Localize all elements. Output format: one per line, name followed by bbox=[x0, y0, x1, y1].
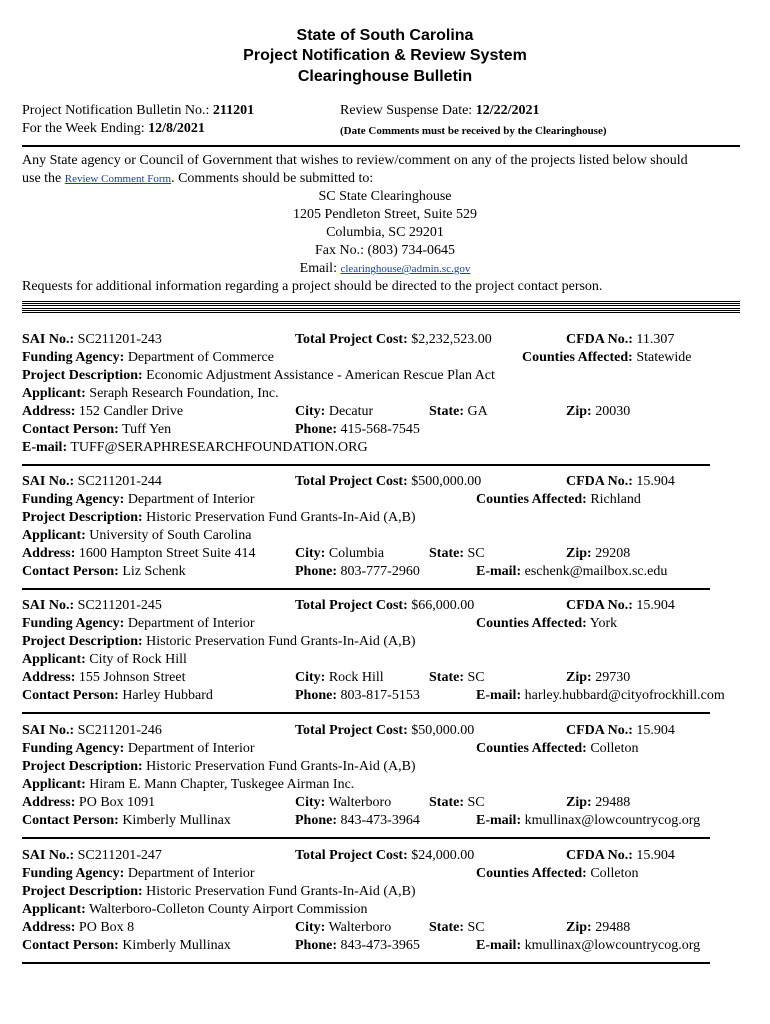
zip-value: 29488 bbox=[595, 920, 631, 935]
total-project-cost bbox=[295, 331, 492, 349]
email bbox=[476, 937, 700, 955]
sai-number-value: SC211201-247 bbox=[77, 848, 162, 863]
sai-number-label: SAI No.: bbox=[22, 723, 75, 738]
phone-label: Phone: bbox=[295, 564, 337, 579]
cfda-number-label: CFDA No.: bbox=[566, 848, 633, 863]
bulletin-title-clearinghouse: Clearinghouse Bulletin bbox=[297, 68, 473, 85]
state-value: SC bbox=[467, 795, 485, 810]
sai-number-label: SAI No.: bbox=[22, 474, 75, 489]
record-divider bbox=[22, 588, 710, 590]
contact-person bbox=[22, 687, 213, 705]
zip-label: Zip: bbox=[566, 920, 592, 935]
sai-number-label: SAI No.: bbox=[22, 848, 75, 863]
record-divider bbox=[22, 962, 710, 964]
funding-agency bbox=[22, 865, 255, 883]
sai-number bbox=[22, 847, 162, 865]
applicant-value: City of Rock Hill bbox=[89, 652, 187, 667]
counties-affected-value: Colleton bbox=[590, 741, 639, 756]
contact-person-value: Harley Hubbard bbox=[122, 688, 213, 703]
total-project-cost-label: Total Project Cost: bbox=[295, 848, 408, 863]
cfda-number-value: 15.904 bbox=[636, 848, 675, 863]
phone bbox=[295, 812, 420, 830]
phone-label: Phone: bbox=[295, 813, 337, 828]
review-suspense-note: (Date Comments must be received by the Clearinghouse) bbox=[340, 125, 607, 137]
funding-agency-value: Department of Interior bbox=[127, 492, 255, 507]
zip-label: Zip: bbox=[566, 795, 592, 810]
cfda-number bbox=[566, 597, 675, 615]
address-label: Address: bbox=[22, 920, 76, 935]
counties-affected bbox=[522, 349, 692, 367]
applicant-label: Applicant: bbox=[22, 386, 86, 401]
total-project-cost-value: $66,000.00 bbox=[411, 598, 475, 613]
applicant-value: Walterboro-Colleton County Airport Commission bbox=[89, 902, 368, 917]
week-ending bbox=[22, 120, 205, 138]
address-value: 152 Candler Drive bbox=[78, 404, 184, 419]
address bbox=[22, 669, 185, 687]
sai-number bbox=[22, 473, 162, 491]
address-value: PO Box 8 bbox=[78, 920, 135, 935]
contact-person bbox=[22, 812, 231, 830]
zip-value: 20030 bbox=[595, 404, 631, 419]
requests-note: Requests for additional information regarding a project should be directed to the project contact person. bbox=[22, 279, 603, 294]
funding-agency bbox=[22, 491, 255, 509]
applicant-label: Applicant: bbox=[22, 777, 86, 792]
phone bbox=[295, 687, 420, 705]
counties-affected-value: York bbox=[589, 616, 618, 631]
city-label: City: bbox=[295, 670, 326, 685]
phone-value: 415-568-7545 bbox=[340, 422, 420, 437]
address bbox=[22, 794, 155, 812]
total-project-cost-label: Total Project Cost: bbox=[295, 332, 408, 347]
state-label: State: bbox=[429, 920, 464, 935]
phone-label: Phone: bbox=[295, 422, 337, 437]
cfda-number-label: CFDA No.: bbox=[566, 723, 633, 738]
contact-person-label: Contact Person: bbox=[22, 422, 119, 437]
city-label: City: bbox=[295, 404, 326, 419]
state bbox=[429, 794, 485, 812]
city bbox=[295, 919, 391, 937]
email-value: eschenk@mailbox.sc.edu bbox=[524, 564, 668, 579]
funding-agency-label: Funding Agency: bbox=[22, 616, 125, 631]
counties-affected bbox=[476, 615, 617, 633]
sai-number-value: SC211201-245 bbox=[77, 598, 162, 613]
bulletin-number-value: 211201 bbox=[212, 103, 255, 118]
cfda-number bbox=[566, 331, 674, 349]
contact-person-label: Contact Person: bbox=[22, 688, 119, 703]
sai-number bbox=[22, 722, 162, 740]
counties-affected-label: Counties Affected: bbox=[476, 741, 587, 756]
fax-number: Fax No.: (803) 734-0645 bbox=[315, 243, 455, 258]
section-divider-upper bbox=[22, 301, 740, 306]
state-value: GA bbox=[467, 404, 488, 419]
state bbox=[429, 545, 485, 563]
counties-affected bbox=[476, 865, 639, 883]
review-suspense-date bbox=[340, 102, 539, 120]
total-project-cost-label: Total Project Cost: bbox=[295, 598, 408, 613]
phone-value: 843-473-3964 bbox=[340, 813, 420, 828]
project-description bbox=[22, 758, 416, 776]
contact-email bbox=[0, 260, 770, 278]
project-description bbox=[22, 883, 416, 901]
funding-agency bbox=[22, 349, 274, 367]
counties-affected-value: Richland bbox=[590, 492, 641, 507]
phone bbox=[295, 421, 420, 439]
week-ending-label: For the Week Ending: bbox=[22, 121, 145, 136]
cfda-number-value: 15.904 bbox=[636, 723, 675, 738]
address-label: Address: bbox=[22, 546, 76, 561]
applicant-value: University of South Carolina bbox=[89, 528, 252, 543]
total-project-cost-label: Total Project Cost: bbox=[295, 474, 408, 489]
bulletin-title-system: Project Notification & Review System bbox=[243, 47, 527, 64]
funding-agency-value: Department of Interior bbox=[127, 741, 255, 756]
address-value: PO Box 1091 bbox=[78, 795, 156, 810]
intro-use-the: use the bbox=[22, 171, 62, 186]
phone-value: 843-473-3965 bbox=[340, 938, 420, 953]
project-description-label: Project Description: bbox=[22, 510, 143, 525]
city-value: Rock Hill bbox=[328, 670, 384, 685]
email-label: E-mail: bbox=[22, 440, 68, 455]
total-project-cost-label: Total Project Cost: bbox=[295, 723, 408, 738]
record-divider bbox=[22, 464, 710, 466]
bulletin-number-label: Project Notification Bulletin No.: bbox=[22, 103, 210, 118]
record-divider bbox=[22, 712, 710, 714]
address-value: 1600 Hampton Street Suite 414 bbox=[78, 546, 256, 561]
funding-agency-value: Department of Interior bbox=[127, 866, 255, 881]
phone bbox=[295, 563, 420, 581]
applicant bbox=[22, 776, 354, 794]
city bbox=[295, 403, 373, 421]
email bbox=[476, 563, 667, 581]
email-label: E-mail: bbox=[476, 688, 522, 703]
address-label: Address: bbox=[22, 670, 76, 685]
city-value: Walterboro bbox=[328, 920, 392, 935]
zip-label: Zip: bbox=[566, 670, 592, 685]
state-value: SC bbox=[467, 920, 485, 935]
zip bbox=[566, 545, 630, 563]
review-suspense-value: 12/22/2021 bbox=[475, 103, 540, 118]
email bbox=[22, 439, 368, 457]
section-divider-lower bbox=[22, 308, 740, 313]
counties-affected bbox=[476, 740, 639, 758]
address-label: Address: bbox=[22, 795, 76, 810]
city-label: City: bbox=[295, 546, 326, 561]
applicant bbox=[22, 651, 187, 669]
applicant bbox=[22, 901, 368, 919]
review-comment-form-link[interactable]: Review Comment Form bbox=[64, 173, 172, 185]
bulletin-title-state: State of South Carolina bbox=[296, 27, 474, 44]
total-project-cost-value: $500,000.00 bbox=[411, 474, 482, 489]
city-label: City: bbox=[295, 795, 326, 810]
email bbox=[476, 812, 700, 830]
state-value: SC bbox=[467, 670, 485, 685]
funding-agency-label: Funding Agency: bbox=[22, 492, 125, 507]
project-description-label: Project Description: bbox=[22, 634, 143, 649]
phone-value: 803-817-5153 bbox=[340, 688, 420, 703]
contact-person-value: Liz Schenk bbox=[122, 564, 186, 579]
cfda-number-label: CFDA No.: bbox=[566, 474, 633, 489]
sai-number-value: SC211201-243 bbox=[77, 332, 162, 347]
state-label: State: bbox=[429, 404, 464, 419]
applicant-label: Applicant: bbox=[22, 902, 86, 917]
counties-affected-label: Counties Affected: bbox=[476, 866, 587, 881]
funding-agency-label: Funding Agency: bbox=[22, 866, 125, 881]
email-label: E-mail: bbox=[476, 813, 522, 828]
applicant-value: Hiram E. Mann Chapter, Tuskegee Airman Inc. bbox=[89, 777, 355, 792]
zip bbox=[566, 794, 630, 812]
applicant-label: Applicant: bbox=[22, 528, 86, 543]
phone-value: 803-777-2960 bbox=[340, 564, 420, 579]
sai-number bbox=[22, 597, 162, 615]
sai-number bbox=[22, 331, 162, 349]
applicant bbox=[22, 385, 279, 403]
intro-after-link: . Comments should be submitted to: bbox=[171, 171, 374, 186]
contact-person bbox=[22, 937, 231, 955]
applicant-label: Applicant: bbox=[22, 652, 86, 667]
record-divider bbox=[22, 837, 710, 839]
state bbox=[429, 669, 485, 687]
contact-person-label: Contact Person: bbox=[22, 938, 119, 953]
total-project-cost bbox=[295, 473, 481, 491]
header-divider bbox=[22, 145, 740, 147]
email-value: harley.hubbard@cityofrockhill.com bbox=[524, 688, 725, 703]
cfda-number-value: 15.904 bbox=[636, 474, 675, 489]
applicant-value: Seraph Research Foundation, Inc. bbox=[89, 386, 279, 401]
state-label: State: bbox=[429, 546, 464, 561]
project-description bbox=[22, 367, 495, 385]
project-description bbox=[22, 509, 416, 527]
clearinghouse-email-link[interactable]: clearinghouse@admin.sc.gov bbox=[340, 263, 471, 275]
address bbox=[22, 403, 183, 421]
zip-label: Zip: bbox=[566, 404, 592, 419]
cfda-number-value: 15.904 bbox=[636, 598, 675, 613]
email bbox=[476, 687, 725, 705]
address-clearinghouse: SC State Clearinghouse bbox=[318, 189, 452, 204]
counties-affected bbox=[476, 491, 641, 509]
funding-agency bbox=[22, 615, 255, 633]
city-value: Columbia bbox=[328, 546, 385, 561]
applicant bbox=[22, 527, 251, 545]
zip bbox=[566, 403, 630, 421]
total-project-cost bbox=[295, 597, 474, 615]
address bbox=[22, 919, 134, 937]
contact-person-value: Tuff Yen bbox=[122, 422, 172, 437]
project-description-value: Historic Preservation Fund Grants-In-Aid (A,B) bbox=[146, 759, 416, 774]
contact-person bbox=[22, 421, 171, 439]
project-description-label: Project Description: bbox=[22, 884, 143, 899]
city bbox=[295, 669, 384, 687]
cfda-number bbox=[566, 473, 675, 491]
email-label: E-mail: bbox=[476, 564, 522, 579]
city-label: City: bbox=[295, 920, 326, 935]
phone-label: Phone: bbox=[295, 938, 337, 953]
sai-number-label: SAI No.: bbox=[22, 598, 75, 613]
city-value: Decatur bbox=[328, 404, 374, 419]
zip-value: 29488 bbox=[595, 795, 631, 810]
funding-agency-value: Department of Interior bbox=[127, 616, 255, 631]
bulletin-number bbox=[22, 102, 254, 120]
state-label: State: bbox=[429, 795, 464, 810]
cfda-number bbox=[566, 847, 675, 865]
project-description-value: Historic Preservation Fund Grants-In-Aid (A,B) bbox=[146, 634, 416, 649]
zip bbox=[566, 919, 630, 937]
phone bbox=[295, 937, 420, 955]
email-label: E-mail: bbox=[476, 938, 522, 953]
review-suspense-label: Review Suspense Date: bbox=[340, 103, 473, 118]
zip-value: 29730 bbox=[595, 670, 631, 685]
sai-number-value: SC211201-246 bbox=[77, 723, 162, 738]
total-project-cost bbox=[295, 847, 474, 865]
project-description-value: Economic Adjustment Assistance - American Rescue Plan Act bbox=[146, 368, 495, 383]
project-description-value: Historic Preservation Fund Grants-In-Aid (A,B) bbox=[146, 510, 416, 525]
project-description-value: Historic Preservation Fund Grants-In-Aid (A,B) bbox=[146, 884, 416, 899]
counties-affected-label: Counties Affected: bbox=[522, 350, 633, 365]
sai-number-label: SAI No.: bbox=[22, 332, 75, 347]
counties-affected-value: Statewide bbox=[636, 350, 692, 365]
total-project-cost-value: $24,000.00 bbox=[411, 848, 475, 863]
contact-person-label: Contact Person: bbox=[22, 564, 119, 579]
total-project-cost bbox=[295, 722, 474, 740]
funding-agency-label: Funding Agency: bbox=[22, 350, 125, 365]
email-value: TUFF@SERAPHRESEARCHFOUNDATION.ORG bbox=[70, 440, 368, 455]
address-city: Columbia, SC 29201 bbox=[326, 225, 444, 240]
funding-agency bbox=[22, 740, 255, 758]
zip bbox=[566, 669, 630, 687]
zip-label: Zip: bbox=[566, 546, 592, 561]
email-value: kmullinax@lowcountrycog.org bbox=[524, 938, 701, 953]
sai-number-value: SC211201-244 bbox=[77, 474, 162, 489]
address bbox=[22, 545, 255, 563]
cfda-number-label: CFDA No.: bbox=[566, 598, 633, 613]
counties-affected-value: Colleton bbox=[590, 866, 639, 881]
state-value: SC bbox=[467, 546, 485, 561]
project-description-label: Project Description: bbox=[22, 368, 143, 383]
total-project-cost-value: $50,000.00 bbox=[411, 723, 475, 738]
funding-agency-label: Funding Agency: bbox=[22, 741, 125, 756]
project-description-label: Project Description: bbox=[22, 759, 143, 774]
phone-label: Phone: bbox=[295, 688, 337, 703]
total-project-cost-value: $2,232,523.00 bbox=[411, 332, 492, 347]
cfda-number bbox=[566, 722, 675, 740]
contact-person-value: Kimberly Mullinax bbox=[122, 938, 231, 953]
city bbox=[295, 545, 384, 563]
address-label: Address: bbox=[22, 404, 76, 419]
intro-line-1: Any State agency or Council of Government that wishes to review/comment on any of the projects listed below should bbox=[22, 153, 688, 168]
city-value: Walterboro bbox=[328, 795, 392, 810]
contact-person-label: Contact Person: bbox=[22, 813, 119, 828]
address-street: 1205 Pendleton Street, Suite 529 bbox=[293, 207, 477, 222]
zip-value: 29208 bbox=[595, 546, 631, 561]
intro-line-2 bbox=[22, 170, 373, 188]
state-label: State: bbox=[429, 670, 464, 685]
email-value: kmullinax@lowcountrycog.org bbox=[524, 813, 701, 828]
cfda-number-value: 11.307 bbox=[636, 332, 675, 347]
cfda-number-label: CFDA No.: bbox=[566, 332, 633, 347]
counties-affected-label: Counties Affected: bbox=[476, 492, 587, 507]
funding-agency-value: Department of Commerce bbox=[127, 350, 274, 365]
state bbox=[429, 403, 488, 421]
contact-person-value: Kimberly Mullinax bbox=[122, 813, 231, 828]
counties-affected-label: Counties Affected: bbox=[476, 616, 587, 631]
city bbox=[295, 794, 391, 812]
contact-email-label: Email: bbox=[299, 261, 337, 276]
contact-person bbox=[22, 563, 186, 581]
week-ending-value: 12/8/2021 bbox=[148, 121, 205, 136]
address-value: 155 Johnson Street bbox=[78, 670, 186, 685]
project-description bbox=[22, 633, 416, 651]
state bbox=[429, 919, 485, 937]
